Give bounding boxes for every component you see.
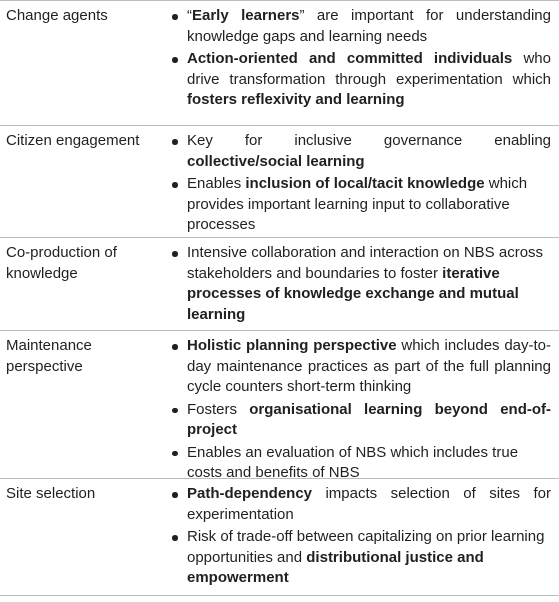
bullet-item: [170, 174, 551, 236]
table-row: [0, 237, 559, 330]
text-segment: Key for inclusive governance enabling: [187, 132, 551, 149]
bold-text-segment: Path-dependency: [187, 485, 313, 502]
bullet-dot-icon: [172, 57, 178, 63]
bold-text-segment: organisational learning beyond end-of-project: [187, 400, 552, 438]
table-row: [0, 330, 559, 481]
bold-text-segment: Action-oriented and committed individuals: [187, 50, 513, 67]
text-segment: ” are important for understanding knowledge gaps and learning needs: [187, 7, 551, 45]
bullet-dot-icon: [172, 535, 178, 541]
text-segment: Fosters: [187, 400, 250, 418]
table-row: [0, 125, 559, 237]
text-segment: which includes day-to-day maintenance practices as part of the full planning cycle counters short-term thinking: [187, 337, 551, 395]
bullet-item: [170, 336, 551, 398]
table-row: [0, 0, 559, 125]
row-label: Maintenance perspective: [6, 337, 92, 375]
bullet-dot-icon: [172, 139, 178, 145]
text-segment: Intensive collaboration and interaction on NBS across stakeholders and boundaries to foster: [187, 244, 544, 282]
bullet-list: [170, 131, 551, 238]
bullet-dot-icon: [172, 14, 178, 20]
bold-text-segment: fosters reflexivity and learning: [187, 91, 405, 108]
bullet-list: [170, 243, 551, 327]
bullet-dot-icon: [172, 451, 178, 457]
bold-text-segment: inclusion of local/tacit knowledge: [245, 175, 485, 192]
bullet-item: [170, 400, 551, 441]
bold-text-segment: iterative processes of knowledge exchange and mutual learning: [187, 264, 519, 323]
text-segment: Risk of trade-off between capitalizing on prior learning opportunities and: [187, 528, 545, 566]
text-segment: “: [187, 7, 192, 24]
bullet-item: [170, 243, 551, 325]
row-label: Change agents: [6, 7, 108, 24]
bullet-list: [170, 336, 551, 486]
bullet-list: [170, 6, 551, 113]
table-row: [0, 478, 559, 596]
bullet-item: [170, 527, 551, 589]
bullet-dot-icon: [172, 182, 178, 188]
row-label: Citizen engagement: [6, 132, 140, 149]
bold-text-segment: collective/social learning: [187, 152, 365, 170]
bullet-list: [170, 484, 551, 591]
bold-text-segment: distributional justice and empowerment: [187, 548, 484, 586]
row-label: Site selection: [6, 485, 96, 502]
bullet-dot-icon: [172, 251, 178, 257]
text-segment: who drive transformation through experimentation which: [187, 50, 551, 88]
bullet-item: [170, 131, 551, 172]
text-segment: Enables: [187, 175, 246, 192]
bullet-item: [170, 49, 551, 111]
bullet-dot-icon: [172, 408, 178, 414]
bullet-dot-icon: [172, 344, 178, 350]
text-segment: impacts selection of sites for experimentation: [187, 485, 551, 523]
row-label: Co-production of knowledge: [6, 244, 117, 282]
text-segment: which provides important learning input to collaborative processes: [187, 175, 528, 233]
bullet-item: [170, 6, 551, 47]
text-segment: Enables an evaluation of NBS which includes true costs and benefits of NBS: [187, 443, 519, 481]
bold-text-segment: Early learners: [192, 7, 300, 24]
bold-text-segment: Holistic planning perspective: [187, 337, 397, 354]
bullet-item: [170, 484, 551, 525]
bullet-dot-icon: [172, 492, 178, 498]
